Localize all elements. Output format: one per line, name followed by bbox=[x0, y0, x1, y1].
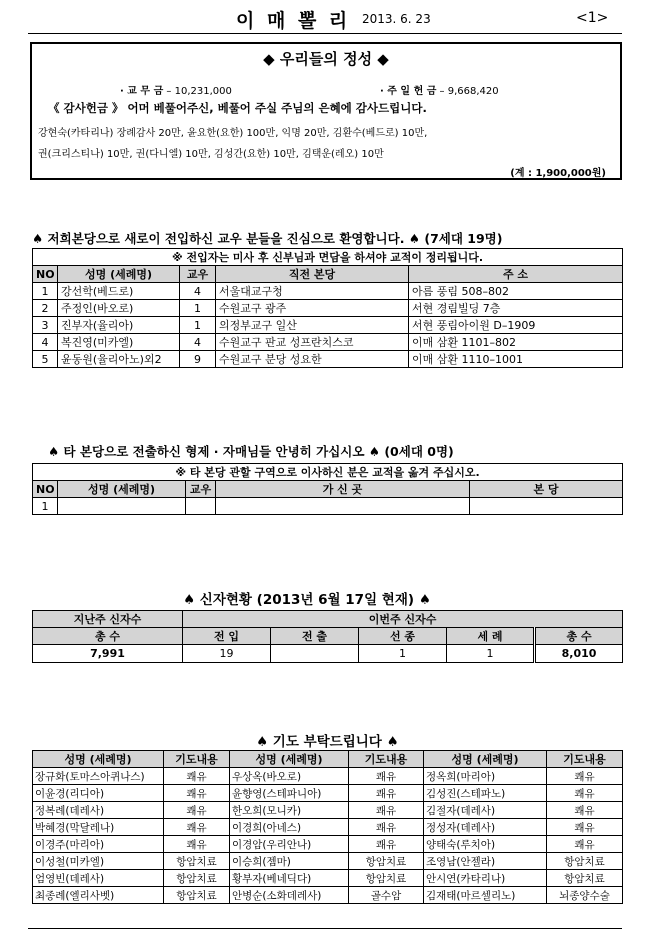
prayer-name: 정옥희(마리아) bbox=[424, 768, 547, 785]
thanks-total: (계 : 1,900,000원) bbox=[510, 168, 606, 179]
prayer-header-row bbox=[33, 751, 623, 768]
prayer-table bbox=[32, 750, 623, 904]
last-total-value: 7,991 bbox=[33, 645, 183, 663]
newcomers-table bbox=[32, 248, 623, 368]
prayer-intention: 쾌유 bbox=[164, 819, 230, 836]
prayer-intention: 쾌유 bbox=[547, 802, 623, 819]
cell-address: 아름 풍림 508–802 bbox=[409, 283, 623, 300]
page-number: <1> bbox=[576, 10, 609, 26]
stats-title: ♠ 신자현황 (2013년 6월 17일 현재) ♠ bbox=[183, 592, 431, 608]
cell-name: 주정인(바오로) bbox=[58, 300, 180, 317]
cell-members: 4 bbox=[180, 283, 216, 300]
col-name-2: 성명 (세례명) bbox=[230, 751, 349, 768]
transfers-title: ♠ 타 본당으로 전출하신 형제 · 자매님들 안녕히 가십시오 ♠ (0세대 0명) bbox=[48, 444, 454, 459]
cell-parish bbox=[470, 498, 623, 515]
newcomers-title: ♠ 저희본당으로 새로이 전입하신 교우 분들을 진심으로 환영합니다. ♠ (7세대 19명) bbox=[32, 231, 503, 246]
col-name: 성명 (세례명) bbox=[58, 481, 186, 498]
col-deceased: 선 종 bbox=[359, 628, 447, 645]
prayer-intention: 뇌종양수술 bbox=[547, 887, 623, 904]
table-row bbox=[33, 870, 623, 887]
prayer-intention: 쾌유 bbox=[349, 768, 424, 785]
col-name: 성명 (세례명) bbox=[58, 266, 180, 283]
table-row bbox=[33, 853, 623, 870]
offering-box bbox=[30, 42, 622, 180]
prayer-name: 박혜경(막달레나) bbox=[33, 819, 164, 836]
col-no: NO bbox=[33, 266, 58, 283]
prayer-intention: 골수암 bbox=[349, 887, 424, 904]
prayer-intention: 쾌유 bbox=[164, 768, 230, 785]
prayer-intention: 쾌유 bbox=[349, 785, 424, 802]
cell-parish: 수원교구 광주 bbox=[216, 300, 409, 317]
tithe-sum bbox=[120, 82, 232, 97]
prayer-intention: 쾌유 bbox=[349, 836, 424, 853]
last-total-label: 총 수 bbox=[33, 628, 183, 645]
prayer-name: 엄영빈(데레사) bbox=[33, 870, 164, 887]
prayer-intention: 항암치료 bbox=[547, 853, 623, 870]
offering-title: ◆ 우리들의 정성 ◆ bbox=[263, 50, 389, 68]
table-row bbox=[33, 785, 623, 802]
thanks-heading: 《 감사헌금 》 어머 베풀어주신, 베풀어 주실 주님의 은혜에 감사드립니다. bbox=[48, 101, 427, 115]
prayer-name: 우상옥(바오로) bbox=[230, 768, 349, 785]
prayer-name: 정성자(데레사) bbox=[424, 819, 547, 836]
table-row bbox=[33, 334, 623, 351]
prayer-intention: 쾌유 bbox=[164, 802, 230, 819]
col-members: 교우 bbox=[186, 481, 216, 498]
prayer-name: 이경희(아네스) bbox=[230, 819, 349, 836]
cell-members: 1 bbox=[180, 300, 216, 317]
prayer-name: 한오희(모니카) bbox=[230, 802, 349, 819]
col-intention-3: 기도내용 bbox=[547, 751, 623, 768]
table-row bbox=[33, 498, 623, 515]
prayer-name: 이윤경(리디아) bbox=[33, 785, 164, 802]
prayer-name: 황부자(베네딕다) bbox=[230, 870, 349, 887]
header-divider bbox=[28, 33, 622, 34]
table-row bbox=[33, 283, 623, 300]
col-destination: 가 신 곳 bbox=[216, 481, 470, 498]
transfer-out-value bbox=[271, 645, 359, 663]
table-row bbox=[33, 819, 623, 836]
col-baptism: 세 례 bbox=[447, 628, 535, 645]
col-transfer-out: 전 출 bbox=[271, 628, 359, 645]
bulletin-date: 2013. 6. 23 bbox=[362, 12, 431, 26]
cell-members: 4 bbox=[180, 334, 216, 351]
col-total: 총 수 bbox=[535, 628, 623, 645]
sunday-offering-label: · 주 일 헌 금 bbox=[380, 86, 437, 97]
cell-address: 이매 삼환 1110–1001 bbox=[409, 351, 623, 368]
tithe-label: · 교 무 금 bbox=[120, 86, 164, 97]
col-intention-1: 기도내용 bbox=[164, 751, 230, 768]
prayer-intention: 쾌유 bbox=[547, 768, 623, 785]
prayer-name: 이경암(우리안나) bbox=[230, 836, 349, 853]
col-no: NO bbox=[33, 481, 58, 498]
prayer-intention: 쾌유 bbox=[349, 819, 424, 836]
cell-name: 복진영(미카엘) bbox=[58, 334, 180, 351]
cell-no: 2 bbox=[33, 300, 58, 317]
col-intention-2: 기도내용 bbox=[349, 751, 424, 768]
prayer-name: 이승희(젬마) bbox=[230, 853, 349, 870]
stats-table bbox=[32, 610, 623, 663]
prayer-name: 윤향영(스테파니아) bbox=[230, 785, 349, 802]
prayer-intention: 항암치료 bbox=[164, 870, 230, 887]
table-row bbox=[33, 802, 623, 819]
prayer-name: 양태숙(루치아) bbox=[424, 836, 547, 853]
last-week-header: 지난주 신자수 bbox=[33, 611, 183, 628]
this-week-header: 이번주 신자수 bbox=[183, 611, 623, 628]
prayer-intention: 항암치료 bbox=[547, 870, 623, 887]
prayer-intention: 항암치료 bbox=[349, 870, 424, 887]
col-transfer-in: 전 입 bbox=[183, 628, 271, 645]
prayer-name: 이성철(미카엘) bbox=[33, 853, 164, 870]
cell-members: 9 bbox=[180, 351, 216, 368]
table-row bbox=[33, 351, 623, 368]
table-row bbox=[33, 317, 623, 334]
cell-members: 1 bbox=[180, 317, 216, 334]
prayer-name: 조영남(안젤라) bbox=[424, 853, 547, 870]
deceased-value: 1 bbox=[359, 645, 447, 663]
table-row bbox=[33, 300, 623, 317]
prayer-intention: 항암치료 bbox=[164, 887, 230, 904]
prayer-intention: 쾌유 bbox=[349, 802, 424, 819]
donor-list-line-2: 권(크리스티나) 10만, 권(다니엘) 10만, 김성간(요한) 10만, 김택운(레오) 10만 bbox=[38, 149, 384, 160]
prayer-intention: 쾌유 bbox=[547, 836, 623, 853]
cell-no: 3 bbox=[33, 317, 58, 334]
total-value: 8,010 bbox=[535, 645, 623, 663]
transfers-table bbox=[32, 463, 623, 515]
cell-destination bbox=[216, 498, 470, 515]
prayer-name: 이경주(마리아) bbox=[33, 836, 164, 853]
cell-address: 서현 경림빌딩 7층 bbox=[409, 300, 623, 317]
prayer-intention: 쾌유 bbox=[164, 836, 230, 853]
prayer-intention: 쾌유 bbox=[547, 819, 623, 836]
col-address: 주 소 bbox=[409, 266, 623, 283]
prayer-intention: 쾌유 bbox=[164, 785, 230, 802]
donor-list-line-1: 강현숙(카타리나) 장례감사 20만, 윤요한(요한) 100만, 익명 20만, 김환수(베드로) 10만, bbox=[38, 128, 428, 139]
prayer-intention: 항암치료 bbox=[349, 853, 424, 870]
cell-parish: 수원교구 분당 성요한 bbox=[216, 351, 409, 368]
prayer-name: 김재태(마르셀리노) bbox=[424, 887, 547, 904]
baptism-value: 1 bbox=[447, 645, 535, 663]
prayer-intention: 쾌유 bbox=[547, 785, 623, 802]
transfers-header-row bbox=[33, 481, 623, 498]
transfer-in-value: 19 bbox=[183, 645, 271, 663]
footer-divider bbox=[28, 928, 622, 929]
prayer-name: 안시연(카타리나) bbox=[424, 870, 547, 887]
cell-no: 5 bbox=[33, 351, 58, 368]
sunday-offering-value: – 9,668,420 bbox=[436, 86, 499, 97]
cell-address: 이매 삼환 1101–802 bbox=[409, 334, 623, 351]
col-name-1: 성명 (세례명) bbox=[33, 751, 164, 768]
prayer-name: 안병순(소화데레사) bbox=[230, 887, 349, 904]
newcomers-header-row bbox=[33, 266, 623, 283]
prayer-name: 김절자(데레사) bbox=[424, 802, 547, 819]
tithe-value: – 10,231,000 bbox=[163, 86, 232, 97]
cell-parish: 수원교구 판교 성프란치스코 bbox=[216, 334, 409, 351]
cell-no: 4 bbox=[33, 334, 58, 351]
cell-parish: 의정부교구 일산 bbox=[216, 317, 409, 334]
table-row bbox=[33, 836, 623, 853]
table-row bbox=[33, 768, 623, 785]
cell-no: 1 bbox=[33, 498, 58, 515]
newcomers-note: ※ 전입자는 미사 후 신부님과 면담을 하셔야 교적이 정리됩니다. bbox=[33, 249, 623, 266]
cell-name: 강선학(베드로) bbox=[58, 283, 180, 300]
cell-members bbox=[186, 498, 216, 515]
cell-name: 윤동원(율리아노)외2 bbox=[58, 351, 180, 368]
prayer-name: 최종례(엘리사벳) bbox=[33, 887, 164, 904]
cell-no: 1 bbox=[33, 283, 58, 300]
col-members: 교우 bbox=[180, 266, 216, 283]
transfers-note: ※ 타 본당 관할 구역으로 이사하신 분은 교적을 옮겨 주십시오. bbox=[33, 464, 623, 481]
col-parish: 본 당 bbox=[470, 481, 623, 498]
bulletin-title: 이 매 뽈 리 bbox=[236, 10, 351, 32]
prayer-title: ♠ 기도 부탁드립니다 ♠ bbox=[256, 734, 399, 750]
col-name-3: 성명 (세례명) bbox=[424, 751, 547, 768]
cell-parish: 서울대교구청 bbox=[216, 283, 409, 300]
prayer-name: 장규화(토마스아퀴나스) bbox=[33, 768, 164, 785]
col-prev-parish: 직전 본당 bbox=[216, 266, 409, 283]
table-row bbox=[33, 887, 623, 904]
cell-name: 진부자(율리아) bbox=[58, 317, 180, 334]
cell-address: 서현 풍림아이원 D–1909 bbox=[409, 317, 623, 334]
prayer-intention: 항암치료 bbox=[164, 853, 230, 870]
prayer-name: 정복례(데레사) bbox=[33, 802, 164, 819]
cell-name bbox=[58, 498, 186, 515]
sunday-offering-sum bbox=[380, 82, 499, 97]
prayer-name: 김성진(스테파노) bbox=[424, 785, 547, 802]
